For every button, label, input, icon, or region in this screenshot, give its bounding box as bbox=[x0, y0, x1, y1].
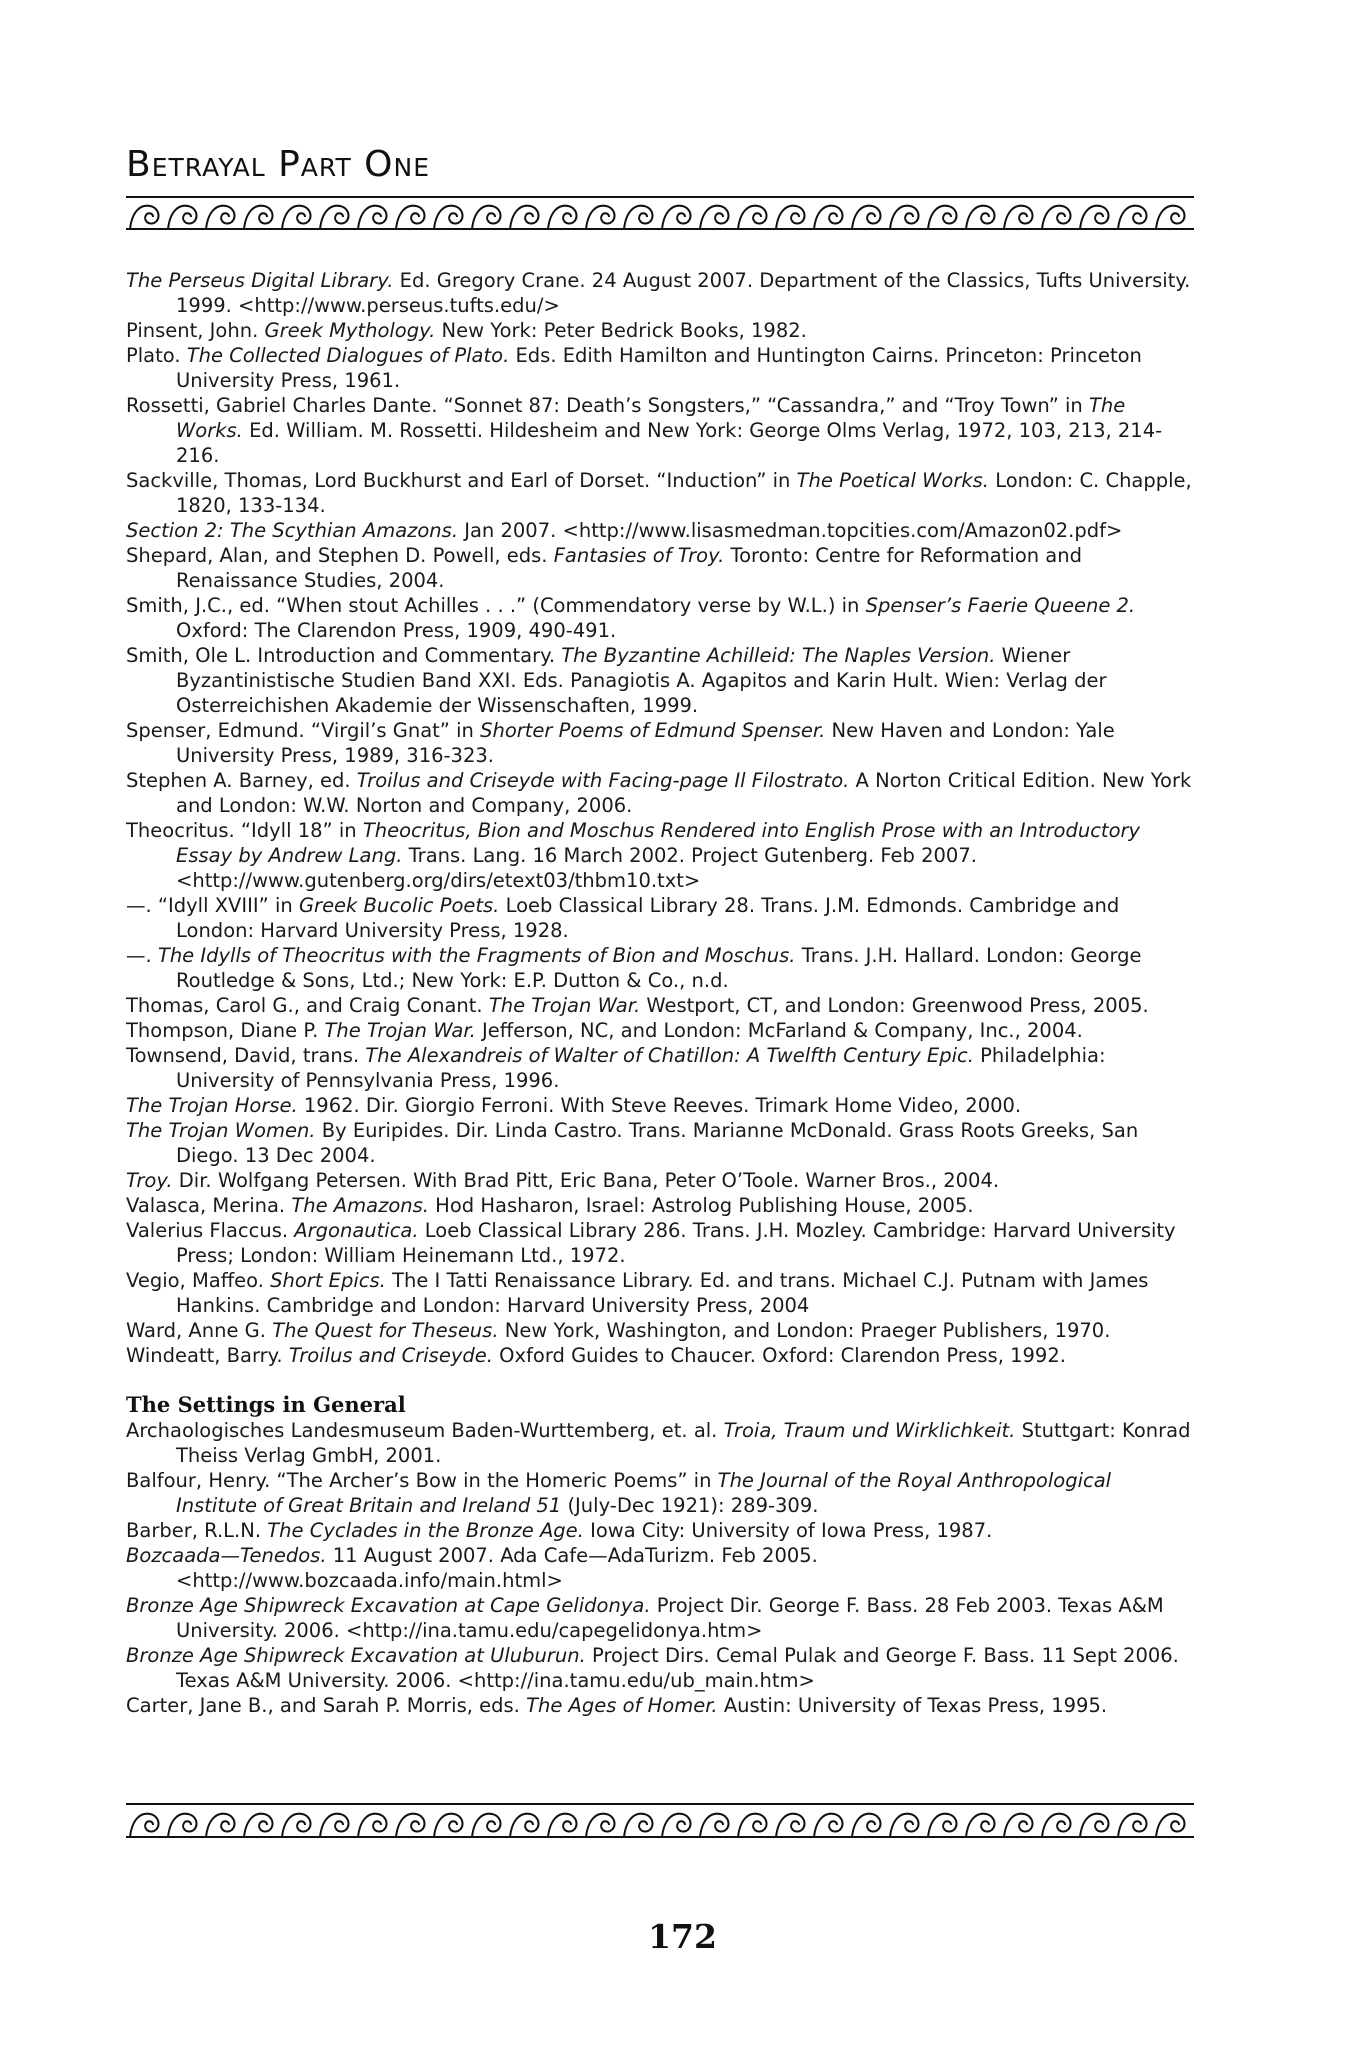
entry-text: Trans. J.H. Hallard. London: George Routledge & Sons, Ltd.; New York: E.P. Dutton & Co., n.d. bbox=[176, 944, 1142, 992]
bibliography-entry bbox=[126, 768, 1194, 818]
entry-title: Greek Bucolic Poets. bbox=[298, 894, 500, 917]
bibliography-entry bbox=[126, 1693, 1194, 1718]
entry-title: Troia, Traum und Wirklichkeit. bbox=[723, 1419, 1016, 1442]
entry-title: The Works. bbox=[176, 394, 1126, 442]
ornament-wave bbox=[1042, 1814, 1071, 1837]
entry-title: The Perseus Digital Library. bbox=[126, 269, 394, 292]
bibliography-entry bbox=[126, 1468, 1194, 1518]
entry-text: Barber, R.L.N. bbox=[126, 1519, 268, 1542]
bibliography-entry bbox=[126, 1518, 1194, 1543]
entry-text: Smith, J.C., ed. “When stout Achilles . . .” (Commendatory verse by W.L.) in bbox=[126, 594, 866, 617]
entry-text: Valasca, Merina. bbox=[126, 1194, 292, 1217]
entry-title: Spenser’s Faerie Queene 2. bbox=[865, 594, 1136, 617]
entry-text: Oxford Guides to Chaucer. Oxford: Clarendon Press, 1992. bbox=[492, 1344, 1066, 1367]
entry-title: The Quest for Theseus. bbox=[272, 1319, 499, 1342]
ornament-wave bbox=[206, 206, 235, 229]
ornament-wave bbox=[206, 1814, 235, 1837]
bibliography-entry bbox=[126, 1643, 1194, 1693]
bibliography-entry bbox=[126, 1343, 1194, 1368]
entry-text: Jefferson, NC, and London: McFarland & Company, Inc., 2004. bbox=[475, 1019, 1083, 1042]
ornament-wave bbox=[1042, 206, 1071, 229]
entry-title: Fantasies of Troy. bbox=[553, 544, 725, 567]
entry-text: London: C. Chapple, 1820, 133-134. bbox=[176, 469, 1192, 517]
ornament-wave bbox=[928, 206, 957, 229]
entry-title: Bronze Age Shipwreck Excavation at Uluburun. bbox=[126, 1644, 586, 1667]
entry-text: 11 August 2007. Ada Cafe—AdaTurizm. Feb 2005. <http://www.bozcaada.info/main.html> bbox=[176, 1544, 818, 1592]
entry-text: (July-Dec 1921): 289-309. bbox=[561, 1494, 819, 1517]
entry-title: Troilus and Criseyde. bbox=[288, 1344, 493, 1367]
bibliography bbox=[126, 268, 1194, 1718]
ornament-wave bbox=[548, 1814, 577, 1837]
ornament-wave bbox=[776, 1814, 805, 1837]
ornament-wave bbox=[738, 206, 767, 229]
bibliography-entry bbox=[126, 1543, 1194, 1593]
ornament-wave bbox=[586, 206, 615, 229]
entry-text: Balfour, Henry. “The Archer’s Bow in the Homeric Poems” in bbox=[126, 1469, 718, 1492]
ornament-svg bbox=[126, 1808, 1194, 1842]
entry-text: New Haven and London: Yale University Press, 1989, 316-323. bbox=[176, 719, 1115, 767]
entry-title: The Trojan Horse. bbox=[126, 1094, 298, 1117]
ornament-wave bbox=[510, 1814, 539, 1837]
entry-text: Theocritus. “Idyll 18” in bbox=[126, 819, 363, 842]
entry-text: Project Dir. George F. Bass. 28 Feb 2003. Texas A&M University. 2006. <http://ina.tamu.edu/capegelidonya.htm> bbox=[176, 1594, 1164, 1642]
ornament-wave bbox=[396, 206, 425, 229]
ornament-wave bbox=[928, 1814, 957, 1837]
ornament-wave bbox=[966, 1814, 995, 1837]
greek-key-border-bottom bbox=[126, 1808, 1194, 1842]
ornament-wave bbox=[1156, 206, 1185, 229]
bibliography-entry bbox=[126, 993, 1194, 1018]
ornament-wave bbox=[130, 206, 159, 229]
ornament-wave bbox=[1118, 206, 1147, 229]
entry-title: Bozcaada—Tenedos. bbox=[126, 1544, 327, 1567]
entry-title: Troy. bbox=[126, 1169, 173, 1192]
greek-key-border-top bbox=[126, 200, 1194, 234]
bibliography-entry bbox=[126, 1318, 1194, 1343]
entry-text: Stuttgart: Konrad Theiss Verlag GmbH, 2001. bbox=[176, 1419, 1191, 1467]
bibliography-entry bbox=[126, 1093, 1194, 1118]
ornament-wave bbox=[282, 206, 311, 229]
entry-text: Sackville, Thomas, Lord Buckhurst and Earl of Dorset. “Induction” in bbox=[126, 469, 797, 492]
ornament-wave bbox=[890, 1814, 919, 1837]
entry-title: The Byzantine Achilleid: The Naples Version. bbox=[561, 644, 996, 667]
entry-title: Short Epics. bbox=[270, 1269, 386, 1292]
entry-text: Loeb Classical Library 286. Trans. J.H. Mozley. Cambridge: Harvard University Press; London: William Heinemann Ltd., 1972. bbox=[176, 1219, 1176, 1267]
entry-text: New York, Washington, and London: Praeger Publishers, 1970. bbox=[498, 1319, 1111, 1342]
entry-text: Jan 2007. <http://www.lisasmedman.topcities.com/Amazon02.pdf> bbox=[458, 519, 1123, 542]
entry-text: Trans. Lang. 16 March 2002. Project Gutenberg. Feb 2007. <http://www.gutenberg.org/dirs/etext03/thbm10.txt> bbox=[176, 844, 977, 892]
bibliography-entry bbox=[126, 393, 1194, 468]
ornament-wave bbox=[472, 206, 501, 229]
ornament-wave bbox=[320, 206, 349, 229]
ornament-wave bbox=[1118, 1814, 1147, 1837]
entry-text: Pinsent, John. bbox=[126, 319, 265, 342]
entry-text: Archaologisches Landesmuseum Baden-Wurttemberg, et. al. bbox=[126, 1419, 724, 1442]
entry-title: The Idylls of Theocritus with the Fragments of Bion and Moschus. bbox=[157, 944, 796, 967]
section-heading: The Settings in General bbox=[126, 1392, 406, 1417]
ornament-wave bbox=[1156, 1814, 1185, 1837]
entry-title: Argonautica. bbox=[294, 1219, 419, 1242]
entry-text: Toronto: Centre for Reformation and Renaissance Studies, 2004. bbox=[176, 544, 1082, 592]
entry-title: The Ages of Homer. bbox=[526, 1694, 718, 1717]
bibliography-entry bbox=[126, 1168, 1194, 1193]
bibliography-entry bbox=[126, 518, 1194, 543]
ornament-wave bbox=[548, 206, 577, 229]
bibliography-entry bbox=[126, 943, 1194, 993]
entry-text: Windeatt, Barry. bbox=[126, 1344, 289, 1367]
entry-text: Thomas, Carol G., and Craig Conant. bbox=[126, 994, 489, 1017]
bibliography-list bbox=[126, 268, 1194, 1368]
entry-text: Thompson, Diane P. bbox=[126, 1019, 325, 1042]
ornament-wave bbox=[814, 1814, 843, 1837]
ornament-svg bbox=[126, 200, 1194, 234]
entry-title: Theocritus, Bion and Moschus Rendered into English Prose with an Introductory Essay by Andrew Lang. bbox=[176, 819, 1141, 867]
ornament-wave bbox=[1004, 206, 1033, 229]
running-head: Betrayal Part One bbox=[126, 144, 430, 185]
entry-text: By Euripides. Dir. Linda Castro. Trans. Marianne McDonald. Grass Roots Greeks, San Diego. 13 Dec 2004. bbox=[176, 1119, 1139, 1167]
entry-text: Valerius Flaccus. bbox=[126, 1219, 295, 1242]
entry-title: The Cyclades in the Bronze Age. bbox=[267, 1519, 584, 1542]
entry-text: Oxford: The Clarendon Press, 1909, 490-491. bbox=[176, 619, 617, 642]
entry-title: The Alexandreis of Walter of Chatillon: A Twelfth Century Epic. bbox=[365, 1044, 974, 1067]
entry-title: Greek Mythology. bbox=[264, 319, 436, 342]
ornament-wave bbox=[168, 1814, 197, 1837]
entry-title: Shorter Poems of Edmund Spenser. bbox=[480, 719, 826, 742]
bibliography-entry bbox=[126, 268, 1194, 318]
bibliography-entry bbox=[126, 1593, 1194, 1643]
entry-text: Stephen A. Barney, ed. bbox=[126, 769, 357, 792]
ornament-wave bbox=[890, 206, 919, 229]
ornament-wave bbox=[130, 1814, 159, 1837]
entry-text: A Norton Critical Edition. New York and London: W.W. Norton and Company, 2006. bbox=[176, 769, 1192, 817]
ornament-wave bbox=[852, 1814, 881, 1837]
header-rule bbox=[126, 196, 1194, 198]
ornament-wave bbox=[700, 1814, 729, 1837]
entry-title: The Journal of the Royal Anthropological Institute of Great Britain and Ireland 51 bbox=[176, 1469, 1112, 1517]
ornament-wave bbox=[358, 1814, 387, 1837]
entry-title: The Trojan Women. bbox=[126, 1119, 316, 1142]
entry-text: Project Dirs. Cemal Pulak and George F. Bass. 11 Sept 2006. Texas A&M University. 2006. <http://ina.tamu.edu/ub_main.htm> bbox=[176, 1644, 1179, 1692]
bibliography-entry bbox=[126, 318, 1194, 343]
bibliography-entry bbox=[126, 893, 1194, 943]
entry-text: Ed. William. M. Rossetti. Hildesheim and New York: George Olms Verlag, 1972, 103, 213, 214-216. bbox=[176, 419, 1163, 467]
ornament-wave bbox=[396, 1814, 425, 1837]
bibliography-entry bbox=[126, 343, 1194, 393]
entry-title: The Trojan War. bbox=[324, 1019, 476, 1042]
ornament-wave bbox=[244, 206, 273, 229]
entry-text: Plato. bbox=[126, 344, 187, 367]
entry-text: New York: Peter Bedrick Books, 1982. bbox=[435, 319, 807, 342]
bibliography-entry bbox=[126, 1118, 1194, 1168]
ornament-wave bbox=[1080, 206, 1109, 229]
entry-text: Eds. Edith Hamilton and Huntington Cairns. Princeton: Princeton University Press, 1961. bbox=[176, 344, 1142, 392]
entry-text: Vegio, Maffeo. bbox=[126, 1269, 271, 1292]
bibliography-entry bbox=[126, 1043, 1194, 1093]
ornament-wave bbox=[624, 1814, 653, 1837]
bibliography-entry bbox=[126, 643, 1194, 718]
entry-text: Carter, Jane B., and Sarah P. Morris, eds. bbox=[126, 1694, 527, 1717]
ornament-wave bbox=[624, 206, 653, 229]
entry-title: Section 2: The Scythian Amazons. bbox=[126, 519, 459, 542]
ornament-wave bbox=[662, 1814, 691, 1837]
entry-title: The Trojan War. bbox=[488, 994, 641, 1017]
entry-text: Wiener Byzantinistische Studien Band XXI. Eds. Panagiotis A. Agapitos and Karin Hult. Wien: Verlag der Osterreichishen Akademie der Wissenschaften, 1999. bbox=[176, 644, 1107, 717]
entry-text: Ed. Gregory Crane. 24 August 2007. Department of the Classics, Tufts University. 1999. <http://www.perseus.tufts.edu/> bbox=[176, 269, 1191, 317]
entry-text: The I Tatti Renaissance Library. Ed. and trans. Michael C.J. Putnam with James Hankins. Cambridge and London: Harvard University Press, 2004 bbox=[176, 1269, 1149, 1317]
entry-text: Philadelphia: University of Pennsylvania Press, 1996. bbox=[176, 1044, 1106, 1092]
entry-text: Shepard, Alan, and Stephen D. Powell, eds. bbox=[126, 544, 554, 567]
ornament-wave bbox=[168, 206, 197, 229]
entry-text: Hod Hasharon, Israel: Astrolog Publishing House, 2005. bbox=[428, 1194, 974, 1217]
bibliography-entry bbox=[126, 1418, 1194, 1468]
ornament-wave bbox=[586, 1814, 615, 1837]
entry-text: Smith, Ole L. Introduction and Commentary. bbox=[126, 644, 562, 667]
ornament-wave bbox=[282, 1814, 311, 1837]
bibliography-entry bbox=[126, 1018, 1194, 1043]
entry-title: The Poetical Works. bbox=[796, 469, 989, 492]
bibliography-entry bbox=[126, 818, 1194, 893]
bibliography-list-settings bbox=[126, 1418, 1194, 1718]
entry-text: —. bbox=[126, 944, 158, 967]
ornament-wave bbox=[814, 206, 843, 229]
entry-title: Troilus and Criseyde with Facing-page Il Filostrato. bbox=[356, 769, 850, 792]
entry-title: Bronze Age Shipwreck Excavation at Cape Gelidonya. bbox=[126, 1594, 651, 1617]
ornament-wave bbox=[434, 206, 463, 229]
ornament-wave bbox=[966, 206, 995, 229]
ornament-wave bbox=[662, 206, 691, 229]
entry-text: Ward, Anne G. bbox=[126, 1319, 273, 1342]
ornament-wave bbox=[738, 1814, 767, 1837]
bibliography-entry bbox=[126, 468, 1194, 518]
ornament-wave bbox=[852, 206, 881, 229]
bibliography-entry bbox=[126, 1193, 1194, 1218]
entry-title: The Collected Dialogues of Plato. bbox=[186, 344, 510, 367]
bibliography-entry bbox=[126, 718, 1194, 768]
entry-text: Rossetti, Gabriel Charles Dante. “Sonnet 87: Death’s Songsters,” “Cassandra,” and “Troy Town” in bbox=[126, 394, 1089, 417]
ornament-wave bbox=[1080, 1814, 1109, 1837]
entry-text: —. “Idyll XVIII” in bbox=[126, 894, 299, 917]
ornament-wave bbox=[320, 1814, 349, 1837]
bibliography-entry bbox=[126, 593, 1194, 643]
entry-text: Townsend, David, trans. bbox=[126, 1044, 366, 1067]
entry-text: Spenser, Edmund. “Virgil’s Gnat” in bbox=[126, 719, 481, 742]
entry-text: 1962. Dir. Giorgio Ferroni. With Steve Reeves. Trimark Home Video, 2000. bbox=[297, 1094, 1022, 1117]
entry-title: The Amazons. bbox=[291, 1194, 429, 1217]
ornament-wave bbox=[244, 1814, 273, 1837]
entry-text: Austin: University of Texas Press, 1995. bbox=[717, 1694, 1108, 1717]
bibliography-entry bbox=[126, 543, 1194, 593]
ornament-wave bbox=[434, 1814, 463, 1837]
entry-text: Iowa City: University of Iowa Press, 1987. bbox=[583, 1519, 993, 1542]
entry-text: Loeb Classical Library 28. Trans. J.M. Edmonds. Cambridge and London: Harvard University Press, 1928. bbox=[176, 894, 1120, 942]
ornament-wave bbox=[358, 206, 387, 229]
ornament-wave bbox=[1004, 1814, 1033, 1837]
ornament-wave bbox=[510, 206, 539, 229]
page-number: 172 bbox=[648, 1917, 717, 1956]
bibliography-entry bbox=[126, 1218, 1194, 1268]
entry-text: Dir. Wolfgang Petersen. With Brad Pitt, Eric Bana, Peter O’Toole. Warner Bros., 2004. bbox=[172, 1169, 1000, 1192]
ornament-wave bbox=[776, 206, 805, 229]
ornament-wave bbox=[472, 1814, 501, 1837]
entry-text: Westport, CT, and London: Greenwood Press, 2005. bbox=[640, 994, 1149, 1017]
footer-rule bbox=[126, 1803, 1194, 1805]
bibliography-entry bbox=[126, 1268, 1194, 1318]
ornament-wave bbox=[700, 206, 729, 229]
